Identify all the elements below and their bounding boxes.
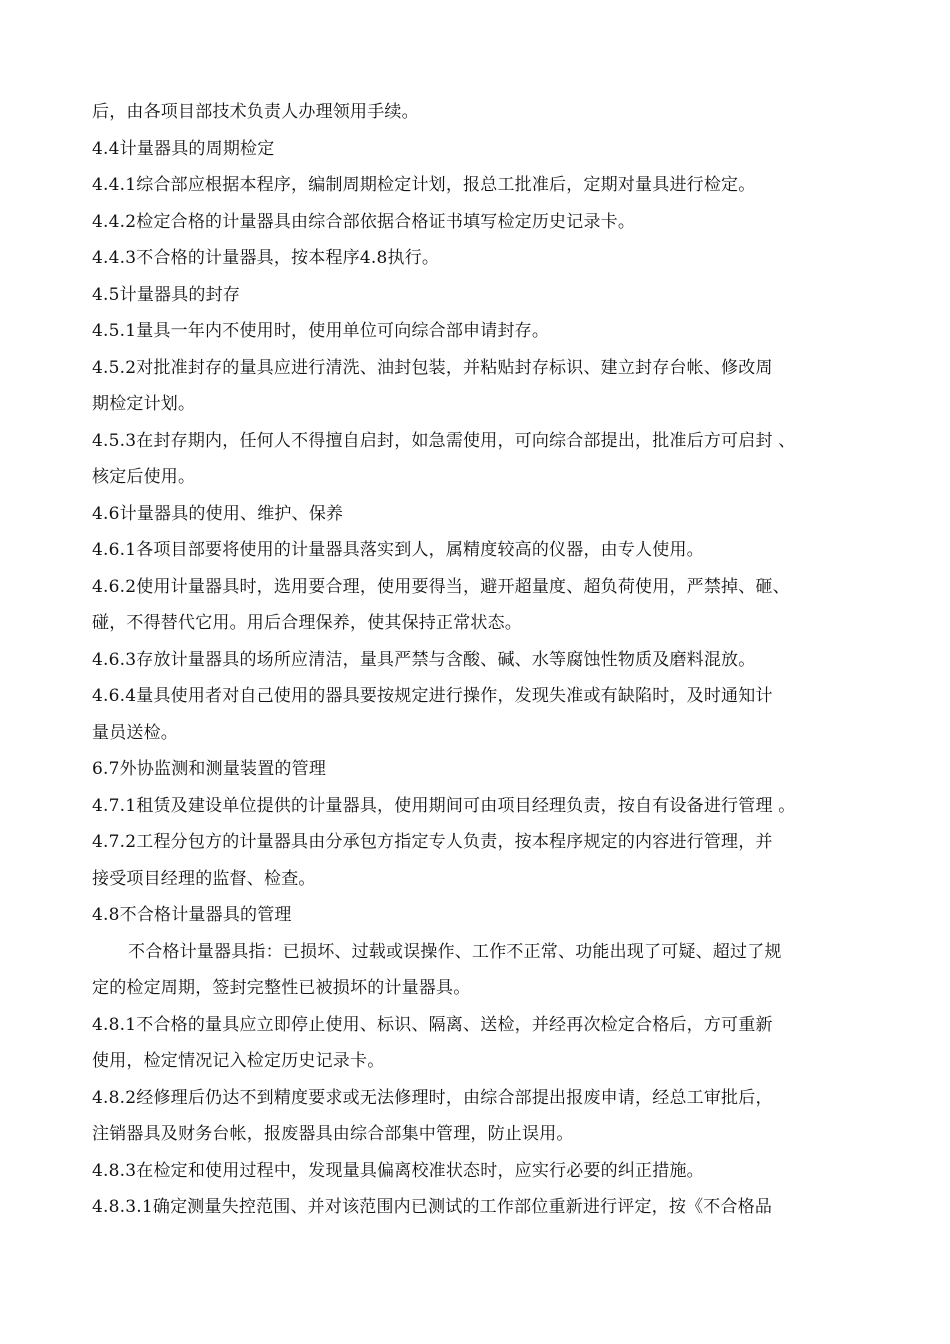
text-line: 注销器具及财务台帐，报废器具由综合部集中管理，防止误用。 — [92, 1124, 574, 1144]
text-line: 4.6.4量具使用者对自己使用的器具要按规定进行操作，发现失准或有缺陷时，及时通知计 — [92, 686, 773, 706]
text-line: 4.6.2使用计量器具时，选用要合理，使用要得当，避开超量度、超负荷使用，严禁掉、砸、 — [92, 576, 790, 597]
text-line: 量员送检。 — [92, 722, 178, 743]
text-line: 4.8.3.1确定测量失控范围、并对该范围内已测试的工作部位重新进行评定，按《不合格品 — [92, 1197, 773, 1217]
section-heading: 4.4计量器具的周期检定 — [92, 138, 275, 159]
text-line: 4.7.2工程分包方的计量器具由分承包方指定专人负责，按本程序规定的内容进行管理，并 — [92, 832, 773, 852]
text-line: 接受项目经理的监督、检查。 — [92, 868, 316, 889]
text-line: 4.6.3存放计量器具的场所应清洁，量具严禁与含酸、碱、水等腐蚀性物质及磨料混放。 — [92, 649, 756, 670]
text-line: 4.5.1量具一年内不使用时，使用单位可向综合部申请封存。 — [92, 321, 550, 341]
text-line: 4.7.1租赁及建设单位提供的计量器具，使用期间可由项目经理负责，按自有设备进行管理 。 — [92, 795, 796, 816]
text-line: 定的检定周期，签封完整性已被损坏的计量器具。 — [92, 978, 471, 998]
text-line: 4.8.2经修理后仍达不到精度要求或无法修理时，由综合部提出报废申请，经总工审批后， — [92, 1087, 773, 1108]
text-line: 4.8.1不合格的量具应立即停止使用、标识、隔离、送检，并经再次检定合格后，方可重新 — [92, 1014, 773, 1035]
text-line: 4.5.3在封存期内，任何人不得擅自启封，如急需使用，可向综合部提出，批准后方可启封 、 — [92, 430, 796, 451]
text-line: 4.4.3不合格的计量器具，按本程序4.8执行。 — [92, 248, 440, 268]
text-line: 后，由各项目部技术负责人办理领用手续。 — [92, 102, 419, 122]
text-line: 4.4.1综合部应根据本程序，编制周期检定计划，报总工批准后，定期对量具进行检定。 — [92, 175, 756, 195]
document-page — [92, 94, 872, 1226]
section-heading: 4.5计量器具的封存 — [92, 284, 241, 305]
text-line: 使用，检定情况记入检定历史记录卡。 — [92, 1051, 385, 1071]
text-line: 核定后使用。 — [92, 467, 196, 487]
text-line: 4.8.3在检定和使用过程中，发现量具偏离校准状态时，应实行必要的纠正措施。 — [92, 1160, 704, 1181]
section-heading: 4.8不合格计量器具的管理 — [92, 905, 292, 925]
text-line: 4.5.2对批准封存的量具应进行清洗、油封包装，并粘贴封存标识、建立封存台帐、修改周 — [92, 357, 773, 378]
text-line: 4.6.1各项目部要将使用的计量器具落实到人，属精度较高的仪器，由专人使用。 — [92, 540, 704, 560]
text-line: 4.4.2检定合格的计量器具由综合部依据合格证书填写检定历史记录卡。 — [92, 211, 636, 232]
section-heading: 4.6计量器具的使用、维护、保养 — [92, 503, 344, 524]
text-line: 期检定计划。 — [92, 394, 196, 414]
paragraph-first-line: 不合格计量器具指：已损坏、过载或误操作、工作不正常、功能出现了可疑、超过了规 — [128, 941, 782, 962]
text-line: 碰，不得替代它用。用后合理保养，使其保持正常状态。 — [92, 613, 522, 633]
section-heading: 6.7外协监测和测量装置的管理 — [92, 759, 327, 779]
